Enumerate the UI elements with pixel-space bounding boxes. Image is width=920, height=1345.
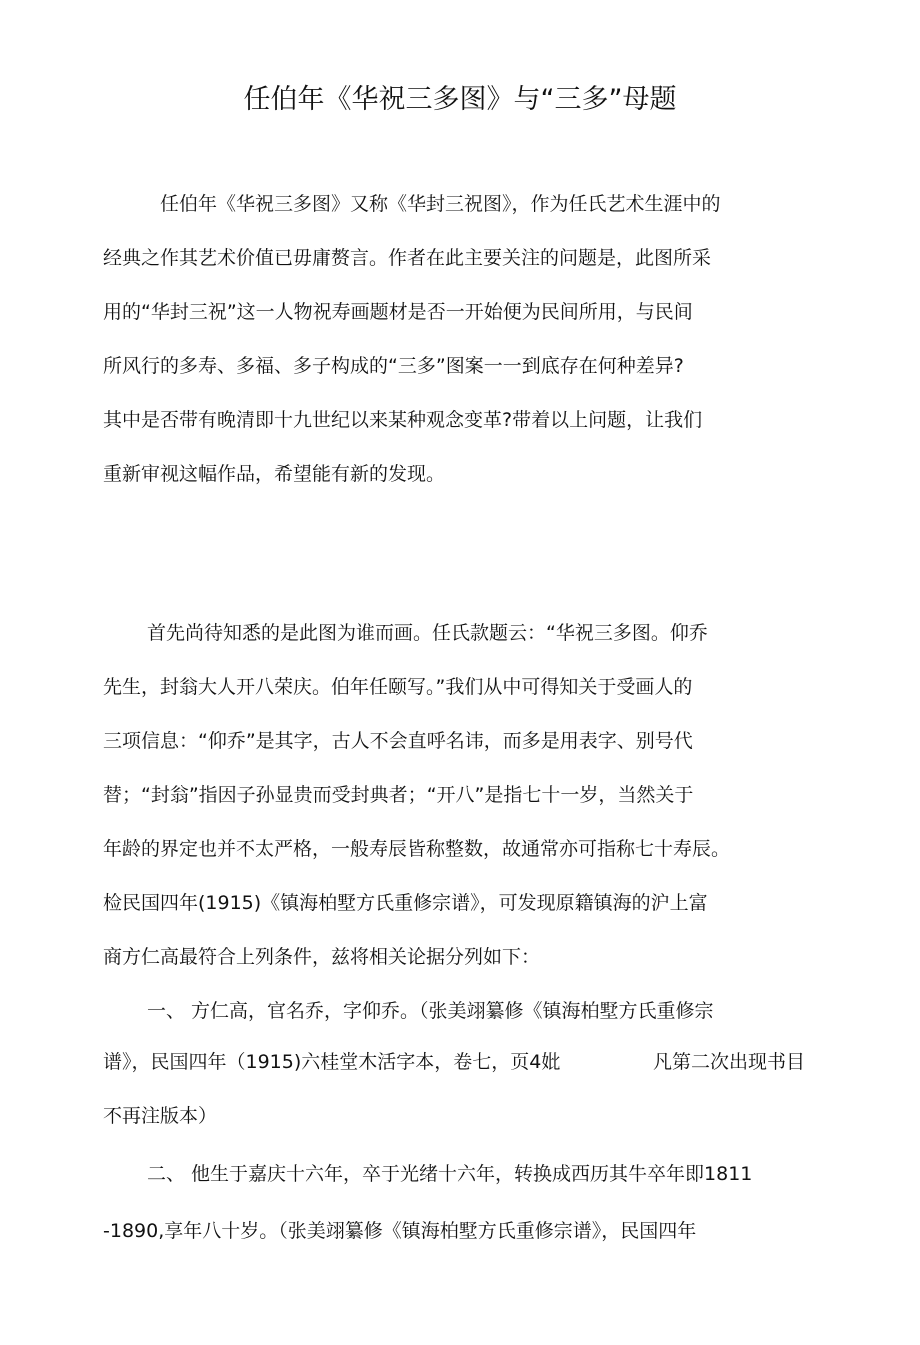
paragraph-1-line-4: 所风行的多寿、多福、多子构成的“三多”图案一一到底存在何种差异? [103,355,684,377]
paragraph-2-line-3: 三项信息：“仰乔”是其字，古人不会直呼名讳，而多是用表字、别号代 [103,730,693,752]
item-1-line-2: 谱》，民国四年（1915)六桂堂木活字本，卷七，页4妣 [103,1051,561,1073]
paragraph-2-line-1: 首先尚待知悉的是此图为谁而画。任氏款题云：“华祝三多图。仰乔 [147,622,708,644]
paragraph-2-line-2: 先生，封翁大人开八荣庆。伯年任颐写。”我们从中可得知关于受画人的 [103,676,693,698]
paragraph-1-line-6: 重新审视这幅作品，希望能有新的发现。 [103,463,446,485]
paragraph-1-line-1: 任伯年《华祝三多图》又称《华封三祝图》，作为任氏艺术生涯中的 [160,193,721,215]
paragraph-1-line-5: 其中是否带有晚清即十九世纪以来某种观念变革?带着以上问题，让我们 [103,409,703,431]
item-1-line-3: 不再注版本） [103,1105,218,1127]
item-1-line-2-tail: 凡第二次出现书目 [653,1051,806,1073]
paragraph-1-line-2: 经典之作其艺术价值已毋庸赘言。作者在此主要关注的问题是，此图所采 [103,247,712,269]
paragraph-2-line-5: 年龄的界定也并不太严格，一般寿辰皆称整数，故通常亦可指称七十寿辰。 [103,838,731,860]
paragraph-2-line-4: 替；“封翁”指因子孙显贵而受封典者；“开八”是指七十一岁，当然关于 [103,784,694,806]
item-2-line-1: 二、 他生于嘉庆十六年，卒于光绪十六年，转换成西历其牛卒年即1811 [147,1163,753,1185]
item-2-line-2: -1890,享年八十岁。（张美翊纂修《镇海柏墅方氏重修宗谱》，民国四年 [103,1220,697,1242]
paragraph-1-line-3: 用的“华封三祝”这一人物祝寿画题材是否一开始便为民间所用，与民间 [103,301,693,323]
paragraph-2-line-6: 检民国四年(1915)《镇海柏墅方氏重修宗谱》，可发现原籍镇海的沪上富 [103,892,708,914]
document-title: 任伯年《华祝三多图》与“三多”母题 [243,84,677,115]
item-1-line-1: 一、 方仁高，官名乔，字仰乔。（张美翊纂修《镇海柏墅方氏重修宗 [147,1000,714,1022]
paragraph-2-line-7: 商方仁高最符合上列条件，兹将相关论据分列如下： [103,946,541,968]
